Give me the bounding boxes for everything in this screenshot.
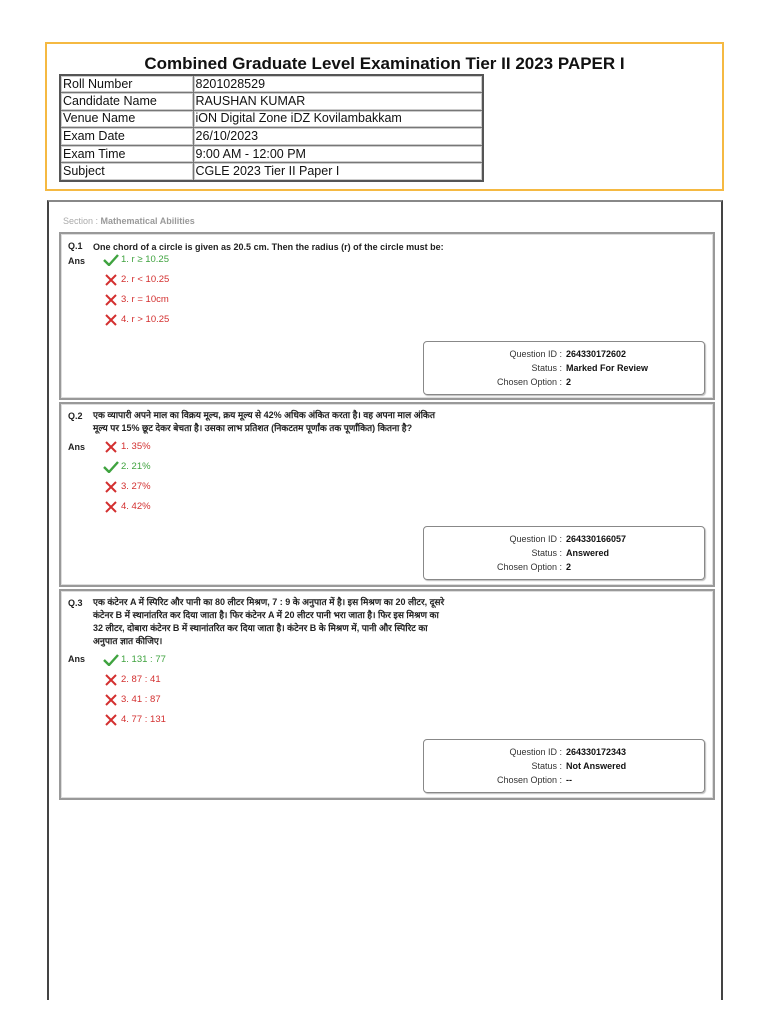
option [103, 460, 151, 474]
candidate-header [45, 42, 724, 191]
question-text [93, 409, 543, 435]
option [103, 653, 166, 667]
section-panel [47, 200, 723, 1000]
ans-label: Ans [68, 256, 86, 266]
chosen-option-row [424, 560, 704, 574]
option-text: 4. 42% [121, 501, 151, 512]
question-line: अनुपात ज्ञात कीजिए। [93, 636, 163, 646]
chosen-option-value: -- [566, 775, 572, 785]
info-key: Subject [60, 163, 193, 181]
cross-icon [103, 294, 119, 306]
question-id-label: Question ID : [509, 349, 562, 359]
cross-icon [103, 481, 119, 493]
question-line: कंटेनर B में स्थानांतरित कर दिया जाता है। फिर कंटेनर A में 20 लीटर पानी भरा जाता है। फिर इस मिश्रण का [93, 610, 439, 620]
question-number: Q.2 [68, 411, 83, 421]
option-text: 1. r ≥ 10.25 [121, 254, 169, 265]
question-line: One chord of a circle is given as 20.5 cm. Then the radius (r) of the circle must be: [93, 242, 444, 252]
question-card [59, 402, 715, 587]
question-text [93, 596, 543, 648]
ans-label: Ans [68, 442, 86, 452]
cross-icon [103, 501, 119, 513]
chosen-option-value: 2 [566, 562, 572, 572]
check-icon [103, 654, 119, 666]
option-text: 2. 87 : 41 [121, 674, 161, 685]
info-value: RAUSHAN KUMAR [193, 93, 483, 111]
table-row [60, 128, 483, 146]
option [103, 273, 169, 287]
status-label: Status : [531, 761, 562, 771]
table-row [60, 145, 483, 163]
question-id-label: Question ID : [509, 747, 562, 757]
question-id-row [424, 745, 704, 759]
option-text: 3. 41 : 87 [121, 694, 161, 705]
check-icon [103, 254, 119, 266]
option [103, 253, 169, 267]
question-line: एक कंटेनर A में स्पिरिट और पानी का 80 लीटर मिश्रण, 7 : 9 के अनुपात में है। इस मिश्रण का 20 लीटर, दूसरे [93, 597, 445, 607]
chosen-option-label: Chosen Option : [496, 775, 562, 785]
candidate-info-table [59, 74, 484, 182]
status-label: Status : [531, 548, 562, 558]
exam-title: Combined Graduate Level Examination Tier II 2023 PAPER I [144, 54, 625, 73]
option [103, 293, 169, 307]
info-key: Candidate Name [60, 93, 193, 111]
info-value: 26/10/2023 [193, 128, 483, 146]
question-id-value: 264330166057 [566, 534, 627, 544]
info-key: Venue Name [60, 110, 193, 128]
cross-icon [103, 674, 119, 686]
question-line: मूल्य पर 15% छूट देकर बेचता है। उसका लाभ प्रतिशत (निकटतम पूर्णांक तक पूर्णांकित) कितना है? [93, 423, 413, 433]
option [103, 440, 151, 454]
info-key: Exam Date [60, 128, 193, 146]
table-row [60, 93, 483, 111]
status-label: Status : [531, 363, 562, 373]
option [103, 673, 161, 687]
option-text: 4. r > 10.25 [121, 314, 170, 325]
section-name: Mathematical Abilities [100, 216, 195, 226]
section-label [63, 216, 195, 226]
status-value: Not Answered [566, 761, 627, 771]
status-value: Answered [566, 548, 610, 558]
option-text: 3. 27% [121, 481, 151, 492]
table-row [60, 163, 483, 181]
question-info-box [423, 341, 705, 395]
cross-icon [103, 314, 119, 326]
table-row [60, 110, 483, 128]
info-value: 9:00 AM - 12:00 PM [193, 145, 483, 163]
question-info-box [423, 526, 705, 580]
section-prefix: Section : [63, 216, 101, 226]
info-value: iON Digital Zone iDZ Kovilambakkam [193, 110, 483, 128]
ans-label: Ans [68, 654, 86, 664]
option-text: 1. 131 : 77 [121, 654, 166, 665]
question-id-value: 264330172343 [566, 747, 627, 757]
check-icon [103, 461, 119, 473]
option-text: 2. r < 10.25 [121, 274, 170, 285]
status-row [424, 759, 704, 773]
option [103, 713, 166, 727]
option-text: 1. 35% [121, 441, 151, 452]
question-id-label: Question ID : [509, 534, 562, 544]
chosen-option-label: Chosen Option : [496, 562, 562, 572]
chosen-option-value: 2 [566, 377, 572, 387]
option-text: 2. 21% [121, 461, 151, 472]
chosen-option-row [424, 773, 704, 787]
option-text: 3. r = 10cm [121, 294, 169, 305]
question-id-value: 264330172602 [566, 349, 627, 359]
status-value: Marked For Review [566, 363, 649, 373]
question-card [59, 232, 715, 400]
cross-icon [103, 714, 119, 726]
option-text: 4. 77 : 131 [121, 714, 166, 725]
info-key: Exam Time [60, 145, 193, 163]
question-line: 32 लीटर, दोबारा कंटेनर B में स्थानांतरित कर दिया जाता है। कंटेनर B के मिश्रण में, पानी और स्पिरिट का [93, 623, 428, 633]
option [103, 500, 151, 514]
question-number: Q.1 [68, 241, 83, 251]
status-row [424, 361, 704, 375]
question-card [59, 589, 715, 800]
cross-icon [103, 441, 119, 453]
table-row [60, 75, 483, 93]
option [103, 313, 169, 327]
cross-icon [103, 694, 119, 706]
status-row [424, 546, 704, 560]
chosen-option-label: Chosen Option : [496, 377, 562, 387]
option [103, 693, 161, 707]
question-line: एक व्यापारी अपने माल का विक्रय मूल्य, क्रय मूल्य से 42% अधिक अंकित करता है। वह अपना माल अंकित [93, 410, 435, 420]
option [103, 480, 151, 494]
chosen-option-row [424, 375, 704, 389]
info-value: 8201028529 [193, 75, 483, 93]
question-info-box [423, 739, 705, 793]
info-key: Roll Number [60, 75, 193, 93]
info-value: CGLE 2023 Tier II Paper I [193, 163, 483, 181]
cross-icon [103, 274, 119, 286]
question-id-row [424, 532, 704, 546]
question-id-row [424, 347, 704, 361]
question-number: Q.3 [68, 598, 83, 608]
